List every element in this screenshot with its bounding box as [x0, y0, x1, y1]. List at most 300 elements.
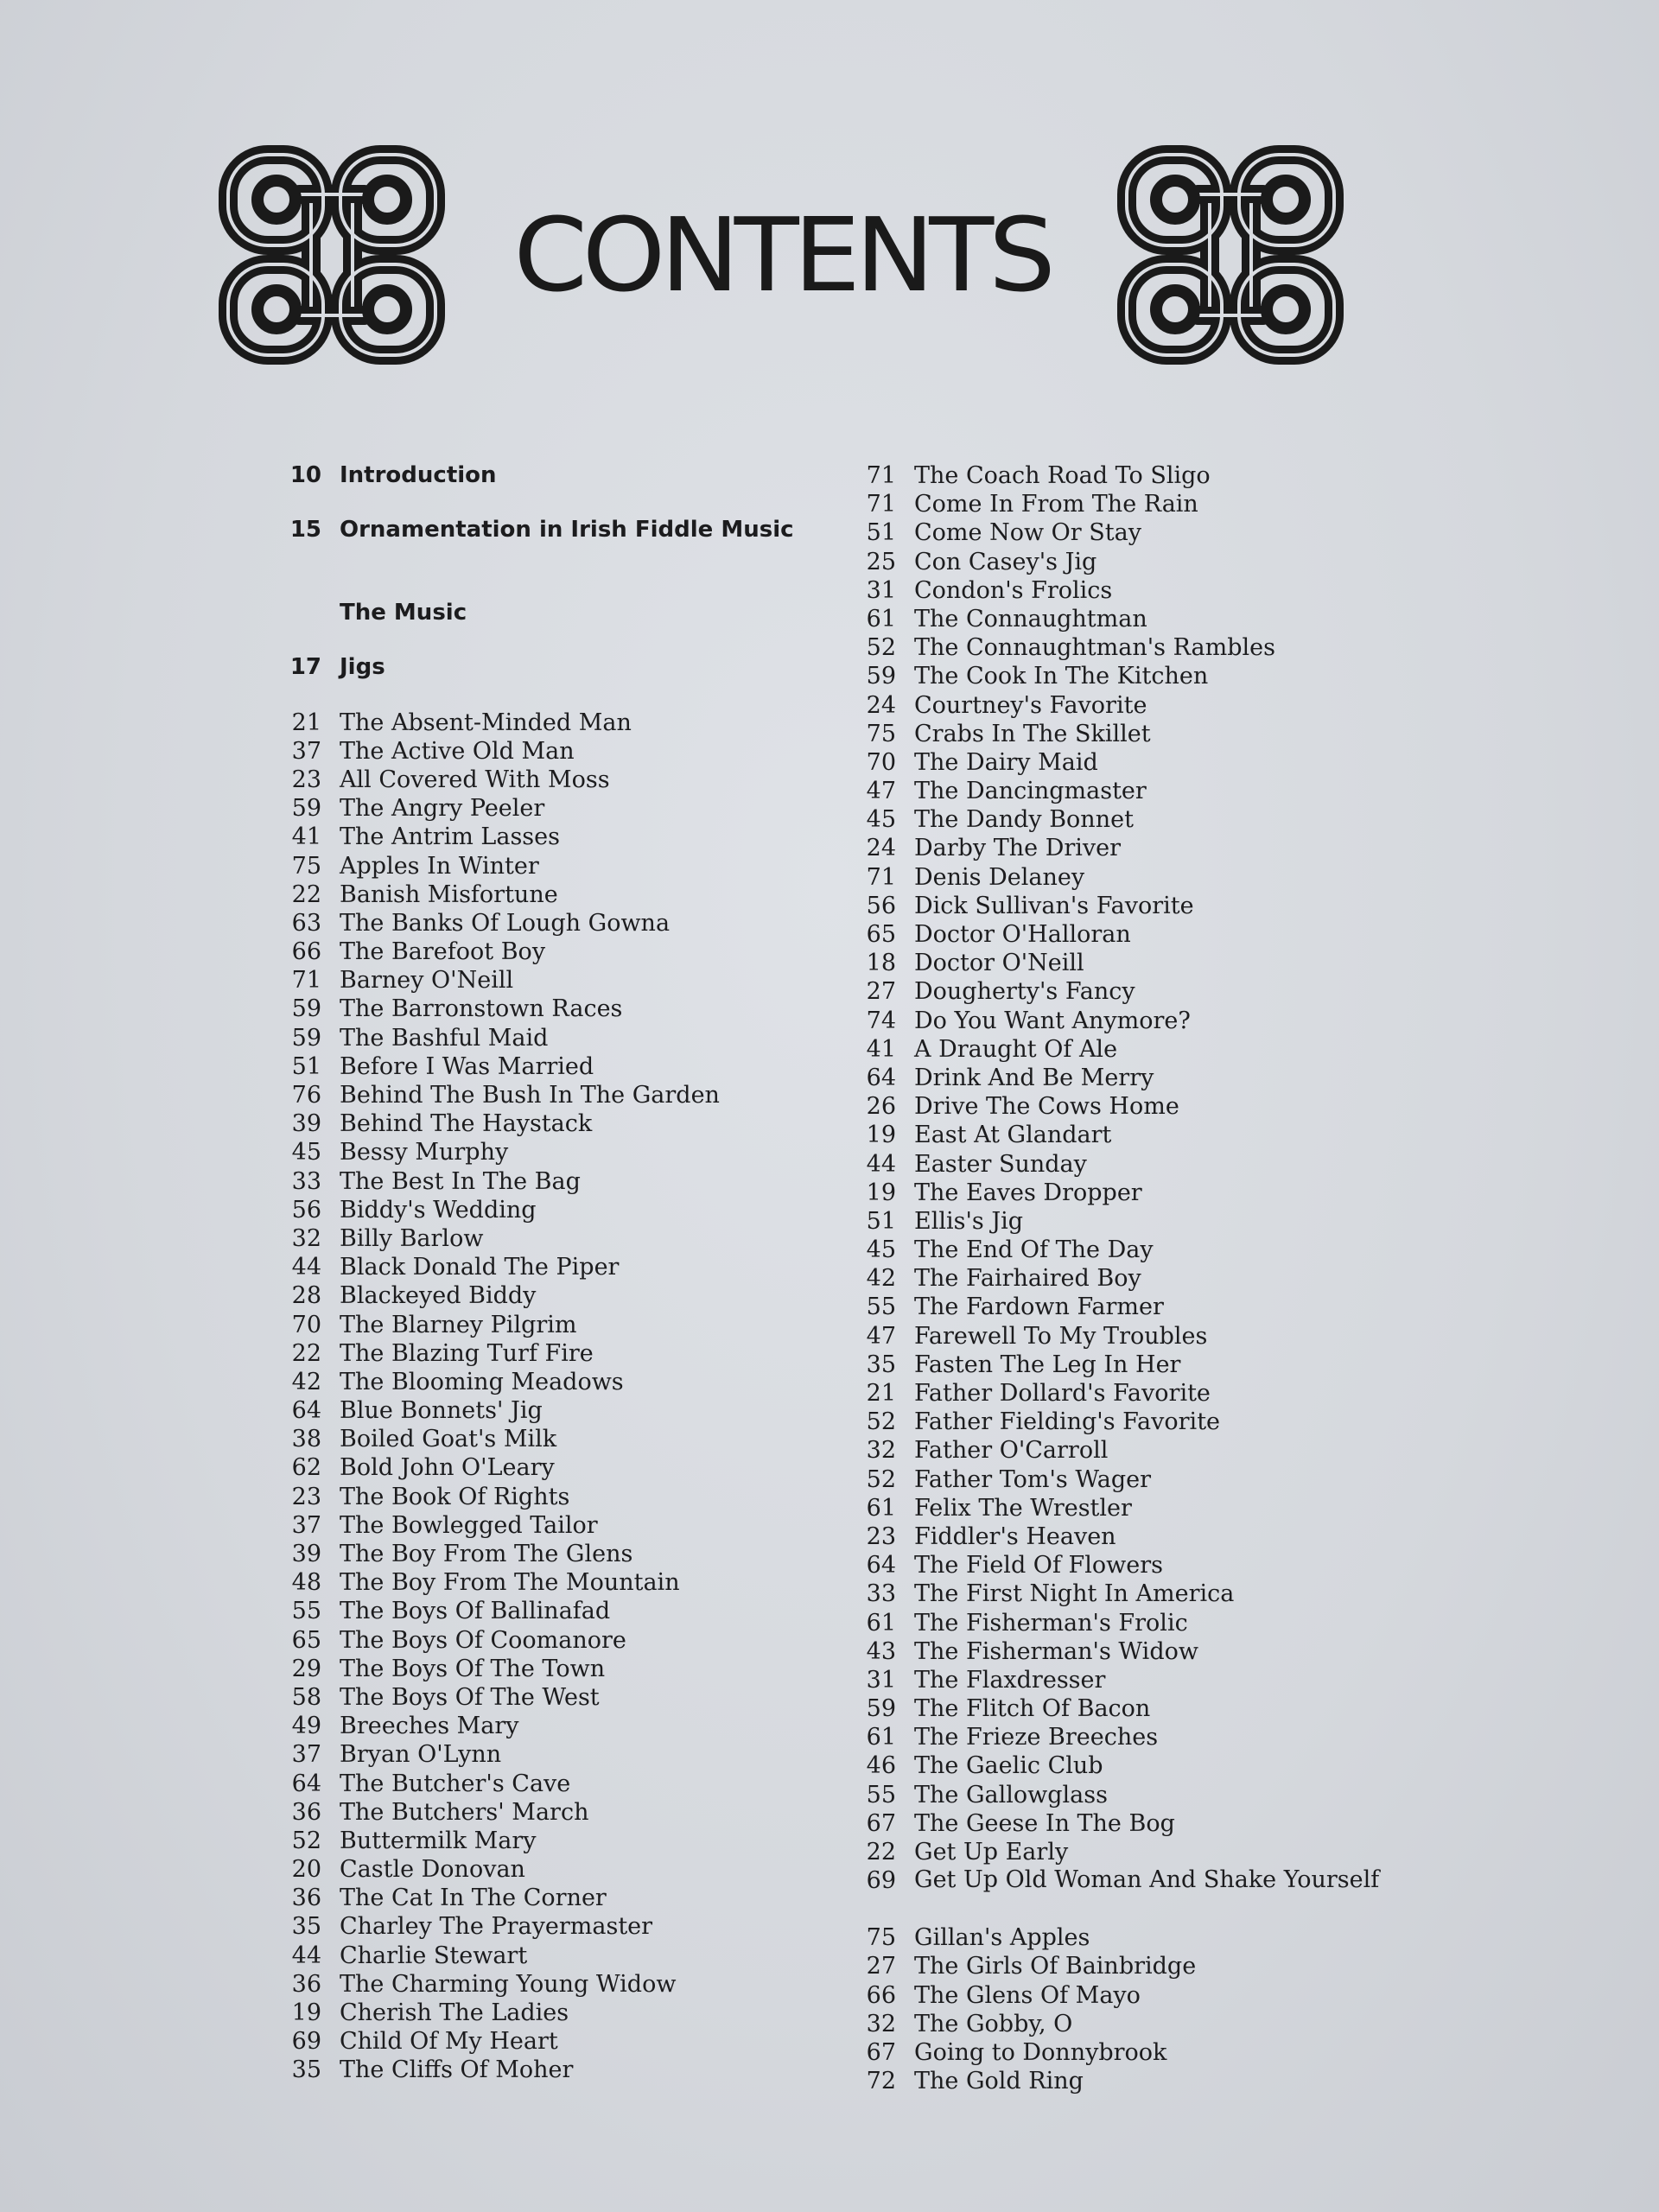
page-number: 36: [291, 1798, 321, 1826]
page-number: 46: [866, 1752, 896, 1780]
toc-entry: [851, 1522, 1404, 1551]
page-number: 45: [866, 806, 896, 834]
page-number: 65: [866, 921, 896, 948]
toc-entry: [851, 1694, 1404, 1723]
toc-entry: [276, 1597, 830, 1625]
toc-entry: [276, 1024, 830, 1052]
toc-entry: [276, 653, 830, 682]
entry-title: The Fisherman's Frolic: [914, 1609, 1188, 1637]
entry-title: The Butchers' March: [340, 1798, 589, 1826]
toc-entry: [851, 949, 1404, 977]
entry-title: Father Dollard's Favorite: [914, 1380, 1211, 1407]
entry-title: The Connaughtman: [914, 605, 1147, 632]
page-number: 32: [866, 2010, 896, 2037]
page-number: 61: [866, 605, 896, 632]
page-number: 32: [291, 1224, 321, 1252]
toc-entry: [276, 1253, 830, 1281]
entry-title: The Girls Of Bainbridge: [914, 1953, 1197, 1980]
toc-entry: [851, 2010, 1404, 2038]
entry-title: Biddy's Wedding: [340, 1196, 537, 1224]
entry-title: The Antrim Lasses: [340, 823, 560, 851]
entry-title: Child Of My Heart: [340, 2028, 558, 2056]
toc-entry: [851, 892, 1404, 920]
page-number: 59: [291, 995, 321, 1023]
entry-title: East At Glandart: [914, 1122, 1112, 1149]
entry-title: The Blarney Pilgrim: [340, 1311, 577, 1338]
toc-entry: [851, 1609, 1404, 1637]
page-number: 59: [291, 1024, 321, 1052]
entry-title: The Glens Of Mayo: [914, 1981, 1141, 2009]
page-number: 71: [866, 462, 896, 489]
toc-entry: [851, 920, 1404, 949]
entry-title: Introduction: [340, 462, 497, 488]
page-number: 15: [289, 517, 321, 543]
entry-title: Blackeyed Biddy: [340, 1282, 537, 1310]
entry-title: Drink And Be Merry: [914, 1064, 1154, 1091]
entry-title: The Fisherman's Widow: [914, 1637, 1198, 1665]
entry-title: Dougherty's Fancy: [914, 978, 1135, 1006]
entry-title: The Flitch Of Bacon: [914, 1695, 1151, 1723]
toc-entry: [851, 605, 1404, 633]
page-number: 31: [866, 1666, 896, 1694]
page-number: 52: [866, 1465, 896, 1493]
toc-entry: [276, 1167, 830, 1196]
toc-entry: [851, 490, 1404, 518]
toc-entry: [276, 1999, 830, 2027]
toc-entry: [851, 1494, 1404, 1522]
entry-title: Do You Want Anymore?: [914, 1007, 1191, 1034]
entry-title: Get Up Old Woman And Shake Yourself: [914, 1866, 1380, 1894]
entry-title: The Charming Young Widow: [340, 1970, 677, 1998]
page-title: CONTENTS: [513, 195, 1051, 315]
toc-entry: [276, 1483, 830, 1511]
page-number: 22: [291, 1339, 321, 1367]
entry-title: Come In From The Rain: [914, 491, 1198, 518]
page-number: 33: [291, 1167, 321, 1195]
toc-entry: [851, 1923, 1404, 1952]
entry-title: Black Donald The Piper: [340, 1254, 620, 1281]
toc-entry: [851, 1952, 1404, 1980]
page-number: 61: [866, 1494, 896, 1522]
page-number: 42: [291, 1368, 321, 1395]
page-number: 74: [866, 1007, 896, 1034]
page-number: 75: [291, 852, 321, 880]
toc-entry: [851, 777, 1404, 805]
toc-entry: [276, 1626, 830, 1655]
page-number: 27: [866, 978, 896, 1006]
toc-entry: [851, 1264, 1404, 1293]
entry-title: The Boys Of The Town: [340, 1655, 606, 1682]
toc-entry: [851, 1064, 1404, 1092]
entry-title: Fiddler's Heaven: [914, 1522, 1116, 1550]
entry-title: Father O'Carroll: [914, 1437, 1109, 1465]
entry-title: The Fairhaired Boy: [914, 1265, 1141, 1293]
page-number: 55: [291, 1598, 321, 1625]
toc-entry: [851, 863, 1404, 892]
entry-title: Get Up Early: [914, 1839, 1069, 1866]
toc-entry: [276, 794, 830, 823]
page-number: 61: [866, 1609, 896, 1637]
entry-title: The Fardown Farmer: [914, 1294, 1164, 1321]
page-number: 51: [866, 519, 896, 547]
toc-entry: [851, 977, 1404, 1006]
toc-entry: [851, 1351, 1404, 1379]
toc-entry: [276, 1683, 830, 1712]
toc-entry: [851, 1866, 1404, 1923]
entry-title: The Cliffs Of Moher: [340, 2056, 574, 2084]
entry-title: The Geese In The Bog: [914, 1809, 1175, 1837]
toc-entry: [276, 709, 830, 737]
entry-title: The Gobby, O: [914, 2010, 1073, 2037]
page-number: 66: [866, 1981, 896, 2009]
toc-entry: [276, 823, 830, 851]
toc-entry: [851, 461, 1404, 490]
page-number: 10: [289, 462, 321, 488]
page-number: 21: [866, 1380, 896, 1407]
page-number: 25: [866, 548, 896, 575]
entry-title: Dick Sullivan's Favorite: [914, 892, 1194, 919]
page-number: 64: [291, 1397, 321, 1425]
entry-title: Courtney's Favorite: [914, 691, 1147, 719]
toc-entry: [851, 1809, 1404, 1838]
page-number: 47: [866, 778, 896, 805]
page-number: 24: [866, 835, 896, 862]
page-number: 67: [866, 1809, 896, 1837]
entry-title: Billy Barlow: [340, 1224, 484, 1252]
toc-entry: [276, 880, 830, 909]
entry-title: The Flaxdresser: [914, 1666, 1106, 1694]
toc-entry: [851, 834, 1404, 862]
page-number: 37: [291, 737, 321, 765]
page-number: 52: [866, 1408, 896, 1436]
entry-title: Con Casey's Jig: [914, 548, 1097, 575]
toc-entry: [851, 1092, 1404, 1121]
page-number: 26: [866, 1093, 896, 1121]
entry-title: Bold John O'Leary: [340, 1454, 555, 1482]
page-number: 64: [291, 1770, 321, 1797]
toc-entry: [276, 1396, 830, 1425]
toc-entry: [276, 1052, 830, 1081]
page-number: 37: [291, 1511, 321, 1539]
toc-entry: [851, 1751, 1404, 1780]
toc-entry: [851, 1838, 1404, 1866]
page-number: 75: [866, 720, 896, 747]
page-number: 41: [291, 823, 321, 851]
entry-title: The Active Old Man: [340, 737, 575, 765]
page-number: 59: [866, 1695, 896, 1723]
toc-entry: [276, 1855, 830, 1884]
entry-title: Breeches Mary: [340, 1713, 519, 1740]
page-number: 65: [291, 1626, 321, 1654]
toc-entry: [276, 1281, 830, 1310]
page-number: 35: [866, 1351, 896, 1378]
toc-entry: [276, 599, 830, 627]
page-number: 62: [291, 1454, 321, 1482]
toc-entry: [851, 548, 1404, 576]
entry-title: Farewell To My Troubles: [914, 1322, 1208, 1350]
page-number: 51: [291, 1052, 321, 1080]
toc-entry: [851, 748, 1404, 777]
page-number: 19: [866, 1122, 896, 1149]
page-number: 19: [291, 1999, 321, 2026]
page-number: 66: [291, 938, 321, 966]
toc-entry: [851, 691, 1404, 720]
entry-title: Charley The Prayermaster: [340, 1913, 653, 1941]
toc-entry: [276, 1884, 830, 1912]
entry-title: Bessy Murphy: [340, 1139, 509, 1166]
toc-entry: [276, 1740, 830, 1769]
toc-entry: [851, 1322, 1404, 1351]
page-number: 44: [291, 1942, 321, 1969]
page-number: 36: [291, 1970, 321, 1998]
entry-title: The Boys Of Coomanore: [340, 1626, 626, 1654]
page-number: 52: [291, 1827, 321, 1854]
toc-entry: [851, 2067, 1404, 2095]
toc-entry: [276, 1970, 830, 1999]
celtic-knot-right-icon: [1115, 143, 1346, 367]
toc-entry: [276, 995, 830, 1023]
toc-entry: [276, 966, 830, 995]
page-number: 41: [866, 1035, 896, 1063]
page-number: 39: [291, 1110, 321, 1138]
page-number: 35: [291, 2056, 321, 2084]
page-number: 45: [866, 1236, 896, 1264]
toc-entry: [276, 1568, 830, 1597]
page-number: 31: [866, 576, 896, 604]
toc-entry: [851, 2038, 1404, 2067]
page-number: 32: [866, 1437, 896, 1465]
entry-title: The Blazing Turf Fire: [340, 1339, 594, 1367]
toc-entry: [276, 1655, 830, 1683]
page-number: 58: [291, 1683, 321, 1711]
entry-title: The Barronstown Races: [340, 995, 623, 1023]
entry-title: Barney O'Neill: [340, 967, 514, 995]
page-number: 44: [291, 1254, 321, 1281]
toc-entry: [851, 633, 1404, 662]
toc-entry: [851, 1465, 1404, 1494]
entry-title: Jigs: [340, 654, 385, 681]
entry-title: The Dairy Maid: [914, 748, 1098, 776]
page-number: 56: [866, 892, 896, 919]
contents-header: [216, 143, 1348, 367]
page-number: 55: [866, 1781, 896, 1808]
toc-entry: [276, 1827, 830, 1855]
page-number: 64: [866, 1552, 896, 1580]
toc-entry: [276, 1425, 830, 1453]
toc-entry: [851, 1293, 1404, 1321]
toc-entry: [851, 1379, 1404, 1408]
page-number: 37: [291, 1741, 321, 1769]
entry-title: Denis Delaney: [914, 863, 1085, 891]
page-number: 22: [291, 880, 321, 908]
toc-entry: [276, 1311, 830, 1339]
page-number: 49: [291, 1713, 321, 1740]
page-number: 47: [866, 1322, 896, 1350]
entry-title: The Blooming Meadows: [340, 1368, 624, 1395]
entry-title: Apples In Winter: [340, 852, 539, 880]
entry-title: Blue Bonnets' Jig: [340, 1397, 543, 1425]
toc-entry: [276, 1798, 830, 1827]
page-number: 76: [291, 1082, 321, 1109]
entry-title: The Boys Of Ballinafad: [340, 1598, 611, 1625]
page-number: 69: [291, 2028, 321, 2056]
entry-title: Behind The Haystack: [340, 1110, 593, 1138]
page-number: 19: [866, 1179, 896, 1206]
entry-title: The Cat In The Corner: [340, 1885, 607, 1912]
entry-title: Fasten The Leg In Her: [914, 1351, 1181, 1378]
entry-title: Gillan's Apples: [914, 1924, 1090, 1952]
toc-entry: [276, 2056, 830, 2084]
entry-title: Cherish The Ladies: [340, 1999, 569, 2026]
toc-entry: [276, 1196, 830, 1224]
entry-title: The Dancingmaster: [914, 778, 1147, 805]
page-number: 72: [866, 2068, 896, 2095]
entry-title: The Gaelic Club: [914, 1752, 1103, 1780]
page-number: 59: [866, 663, 896, 690]
page-number: 23: [291, 766, 321, 793]
toc-entry: [851, 1236, 1404, 1264]
entry-title: The Angry Peeler: [340, 795, 545, 823]
page-number: 22: [866, 1839, 896, 1866]
page-number: 61: [866, 1724, 896, 1751]
entry-title: Buttermilk Mary: [340, 1827, 537, 1854]
page-number: 27: [866, 1953, 896, 1980]
toc-entry: [851, 1666, 1404, 1694]
toc-entry: [276, 1511, 830, 1540]
page-number: 63: [291, 909, 321, 937]
toc-entry: [851, 518, 1404, 547]
toc-entry: [851, 1121, 1404, 1149]
entry-title: The Field Of Flowers: [914, 1552, 1163, 1580]
toc-entry: [276, 1081, 830, 1109]
toc-entry: [276, 766, 830, 794]
page-number: 71: [866, 491, 896, 518]
page-number: 28: [291, 1282, 321, 1310]
toc-entry: [851, 1781, 1404, 1809]
page-number: 38: [291, 1426, 321, 1453]
entry-title: The End Of The Day: [914, 1236, 1154, 1264]
page-number: 18: [866, 950, 896, 977]
entry-title: Come Now Or Stay: [914, 519, 1141, 547]
entry-title: Doctor O'Halloran: [914, 921, 1131, 948]
page-number: 69: [866, 1867, 896, 1895]
entry-title: A Draught Of Ale: [914, 1035, 1118, 1063]
toc-entry: [851, 1580, 1404, 1608]
entry-title: Going to Donnybrook: [914, 2038, 1167, 2066]
entry-title: The First Night In America: [914, 1580, 1235, 1608]
entry-title: Banish Misfortune: [340, 880, 558, 908]
toc-entry: [276, 737, 830, 766]
entry-title: Condon's Frolics: [914, 576, 1113, 604]
toc-entry: [851, 720, 1404, 748]
toc-entry: [851, 1436, 1404, 1465]
page-number: 43: [866, 1637, 896, 1665]
entry-title: The Barefoot Boy: [340, 938, 546, 966]
toc-entry: [276, 1942, 830, 1970]
toc-entry: [276, 909, 830, 938]
toc-entry: [276, 1224, 830, 1253]
toc-entry: [851, 1723, 1404, 1751]
entry-title: Darby The Driver: [914, 835, 1122, 862]
toc-entry: [276, 938, 830, 966]
page-number: 55: [866, 1294, 896, 1321]
entry-title: Drive The Cows Home: [914, 1093, 1179, 1121]
page-number: 33: [866, 1580, 896, 1608]
toc-entry: [276, 1138, 830, 1166]
page-number: 51: [866, 1207, 896, 1235]
toc-entry: [851, 1981, 1404, 2010]
page-number: 35: [291, 1913, 321, 1941]
entry-title: The Cook In The Kitchen: [914, 663, 1209, 690]
entry-title: The Butcher's Cave: [340, 1770, 571, 1797]
contents-column-right: [851, 461, 1404, 2095]
entry-title: Doctor O'Neill: [914, 950, 1084, 977]
toc-entry: [851, 1150, 1404, 1179]
entry-title: The Frieze Breeches: [914, 1724, 1159, 1751]
entry-title: Father Tom's Wager: [914, 1465, 1152, 1493]
page-number: 70: [866, 748, 896, 776]
toc-entry: [851, 805, 1404, 834]
entry-title: The Dandy Bonnet: [914, 806, 1134, 834]
page-number: 42: [866, 1265, 896, 1293]
entry-title: Felix The Wrestler: [914, 1494, 1132, 1522]
toc-entry: [276, 1109, 830, 1138]
entry-title: Boiled Goat's Milk: [340, 1426, 557, 1453]
entry-title: The Music: [340, 600, 467, 626]
page-number: 75: [866, 1924, 896, 1952]
page-number: 17: [289, 654, 321, 681]
entry-title: Crabs In The Skillet: [914, 720, 1151, 747]
entry-title: Castle Donovan: [340, 1856, 525, 1884]
page-number: 64: [866, 1064, 896, 1091]
toc-entry: [851, 662, 1404, 690]
entry-title: The Absent-Minded Man: [340, 709, 632, 736]
page-number: 52: [866, 634, 896, 662]
entry-title: All Covered With Moss: [340, 766, 610, 793]
toc-entry: [851, 1637, 1404, 1666]
toc-entry: [276, 461, 830, 490]
toc-entry: [851, 1207, 1404, 1236]
entry-title: Charlie Stewart: [340, 1942, 528, 1969]
page-number: 24: [866, 691, 896, 719]
toc-entry: [851, 1551, 1404, 1580]
entry-title: The Connaughtman's Rambles: [914, 634, 1276, 662]
toc-entry: [851, 1179, 1404, 1207]
page-number: 20: [291, 1856, 321, 1884]
page-number: 56: [291, 1196, 321, 1224]
entry-title: Before I Was Married: [340, 1052, 594, 1080]
entry-title: Father Fielding's Favorite: [914, 1408, 1221, 1436]
page-number: 39: [291, 1541, 321, 1567]
entry-title: The Gold Ring: [914, 2068, 1084, 2095]
toc-entry: [276, 1540, 830, 1568]
page-number: 48: [291, 1569, 321, 1597]
page-number: 45: [291, 1139, 321, 1166]
entry-title: The Bashful Maid: [340, 1024, 549, 1052]
entry-title: Ornamentation in Irish Fiddle Music: [340, 517, 794, 543]
page-number: 71: [866, 863, 896, 891]
page-number: 23: [866, 1522, 896, 1550]
page-number: 44: [866, 1150, 896, 1178]
toc-entry: [276, 1339, 830, 1368]
page-number: 67: [866, 2038, 896, 2066]
page-number: 59: [291, 795, 321, 823]
toc-entry: [851, 1035, 1404, 1064]
entry-title: Behind The Bush In The Garden: [340, 1082, 720, 1109]
toc-entry: [276, 1453, 830, 1482]
toc-entry: [276, 1368, 830, 1396]
entry-title: The Coach Road To Sligo: [914, 462, 1211, 489]
